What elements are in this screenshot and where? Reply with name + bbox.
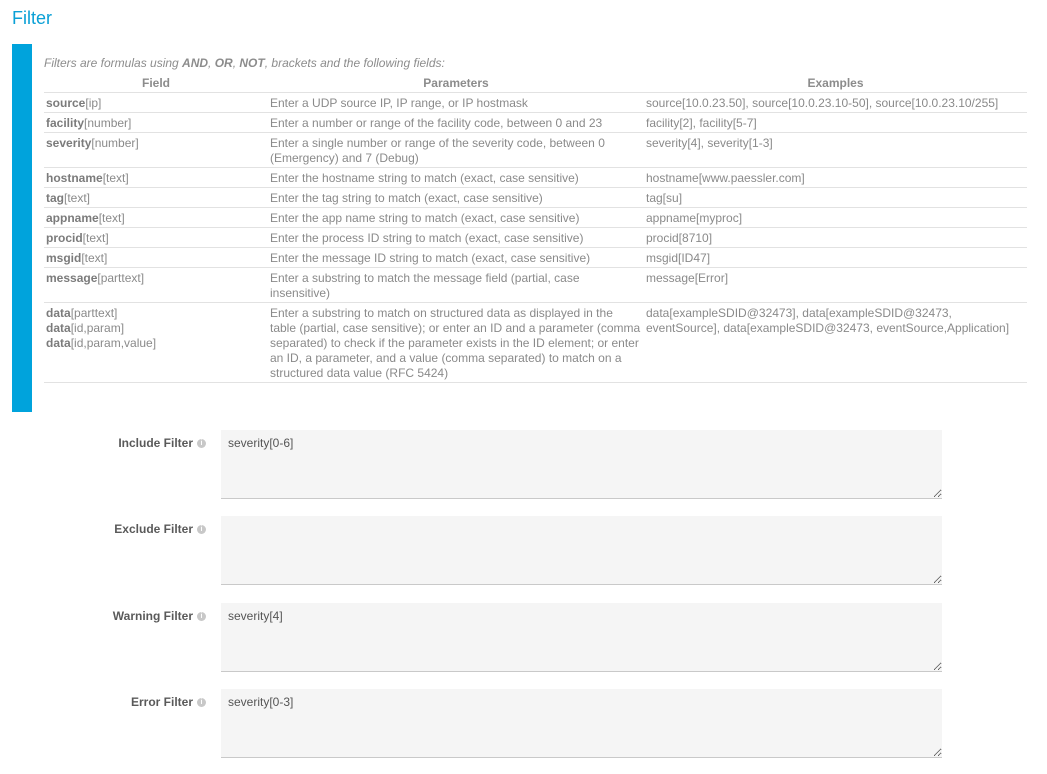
field-cell bbox=[44, 188, 268, 208]
field-cell bbox=[44, 228, 268, 248]
field-cell bbox=[44, 268, 268, 303]
info-icon[interactable]: i bbox=[197, 525, 206, 534]
table-row bbox=[44, 228, 1027, 248]
info-icon[interactable]: i bbox=[197, 612, 206, 621]
field-arg: [text] bbox=[64, 191, 91, 205]
keyword-or: OR bbox=[214, 56, 233, 70]
help-content bbox=[44, 56, 1027, 383]
filter-fields-table bbox=[44, 76, 1027, 383]
warning-filter-label bbox=[60, 609, 206, 623]
field-name: source bbox=[46, 96, 86, 110]
field-cell bbox=[44, 208, 268, 228]
keyword-not: NOT bbox=[239, 56, 265, 70]
params-cell: Enter a substring to match on structured data as displayed in the table (partial, case sensitive); or enter an ID and a parameter (comma separated) to check if the parameter exists in the ID element; or enter an ID, a parameter, and a value (comma separated) to match on a structured data value (RFC 5424) bbox=[268, 303, 644, 383]
field-name: severity bbox=[46, 136, 92, 150]
field-variant bbox=[46, 321, 266, 336]
field-variant bbox=[46, 306, 266, 321]
params-cell: Enter the app name string to match (exact, case sensitive) bbox=[268, 208, 644, 228]
examples-cell: hostname[www.paessler.com] bbox=[644, 168, 1027, 188]
table-row bbox=[44, 208, 1027, 228]
examples-cell: severity[4], severity[1-3] bbox=[644, 133, 1027, 168]
examples-cell: source[10.0.23.50], source[10.0.23.10-50], source[10.0.23.10/255] bbox=[644, 93, 1027, 113]
table-header-row bbox=[44, 76, 1027, 93]
column-header-parameters: Parameters bbox=[268, 76, 644, 93]
field-name: data bbox=[46, 321, 71, 335]
table-row bbox=[44, 188, 1027, 208]
column-header-examples: Examples bbox=[644, 76, 1027, 93]
info-icon[interactable]: i bbox=[197, 439, 206, 448]
intro-text: Filters are formulas using bbox=[44, 56, 183, 70]
field-cell bbox=[44, 93, 268, 113]
params-cell: Enter a UDP source IP, IP range, or IP hostmask bbox=[268, 93, 644, 113]
filter-help-box bbox=[12, 44, 1030, 412]
warning-filter-input[interactable] bbox=[221, 603, 942, 672]
field-arg: [id,param,value] bbox=[70, 336, 157, 350]
params-cell: Enter a single number or range of the severity code, between 0 (Emergency) and 7 (Debug) bbox=[268, 133, 644, 168]
field-name: tag bbox=[46, 191, 64, 205]
keyword-and: AND bbox=[182, 56, 209, 70]
section-title: Filter bbox=[12, 8, 52, 28]
column-header-field: Field bbox=[44, 76, 268, 93]
intro-separator: , bbox=[232, 56, 240, 70]
include-filter-input[interactable] bbox=[221, 430, 942, 499]
field-name: msgid bbox=[46, 251, 82, 265]
examples-cell: msgid[ID47] bbox=[644, 248, 1027, 268]
table-row bbox=[44, 113, 1027, 133]
field-name: procid bbox=[46, 231, 83, 245]
exclude-filter-input[interactable] bbox=[221, 516, 942, 585]
params-cell: Enter the message ID string to match (exact, case sensitive) bbox=[268, 248, 644, 268]
exclude-filter-label-text: Exclude Filter bbox=[114, 522, 193, 536]
field-name: hostname bbox=[46, 171, 103, 185]
include-filter-label bbox=[60, 436, 206, 450]
params-cell: Enter a number or range of the facility code, between 0 and 23 bbox=[268, 113, 644, 133]
table-row bbox=[44, 168, 1027, 188]
include-filter-label-text: Include Filter bbox=[118, 436, 193, 450]
examples-cell: procid[8710] bbox=[644, 228, 1027, 248]
field-arg: [id,param] bbox=[70, 321, 125, 335]
field-name: facility bbox=[46, 116, 85, 130]
field-cell bbox=[44, 113, 268, 133]
field-name: data bbox=[46, 306, 71, 320]
params-cell: Enter the hostname string to match (exact, case sensitive) bbox=[268, 168, 644, 188]
field-arg: [text] bbox=[81, 251, 108, 265]
field-cell bbox=[44, 248, 268, 268]
table-row bbox=[44, 93, 1027, 113]
field-cell bbox=[44, 133, 268, 168]
examples-cell: message[Error] bbox=[644, 268, 1027, 303]
table-row bbox=[44, 303, 1027, 383]
field-name: data bbox=[46, 336, 71, 350]
field-variant bbox=[46, 336, 266, 351]
field-arg: [parttext] bbox=[70, 306, 118, 320]
field-name: message bbox=[46, 271, 98, 285]
exclude-filter-label bbox=[60, 522, 206, 536]
field-name: appname bbox=[46, 211, 99, 225]
field-arg: [text] bbox=[82, 231, 109, 245]
help-accent-bar bbox=[12, 44, 32, 412]
error-filter-label bbox=[60, 695, 206, 709]
examples-cell: appname[myproc] bbox=[644, 208, 1027, 228]
table-row bbox=[44, 248, 1027, 268]
error-filter-label-text: Error Filter bbox=[130, 695, 193, 709]
intro-text-end: , brackets and the following fields: bbox=[264, 56, 445, 70]
warning-filter-label-text: Warning Filter bbox=[112, 609, 193, 623]
intro-separator: , bbox=[208, 56, 215, 70]
help-intro bbox=[44, 56, 1027, 70]
examples-cell: facility[2], facility[5-7] bbox=[644, 113, 1027, 133]
params-cell: Enter the process ID string to match (exact, case sensitive) bbox=[268, 228, 644, 248]
field-arg: [number] bbox=[91, 136, 139, 150]
error-filter-input[interactable] bbox=[221, 689, 942, 758]
field-arg: [text] bbox=[102, 171, 129, 185]
field-arg: [parttext] bbox=[97, 271, 145, 285]
params-cell: Enter the tag string to match (exact, case sensitive) bbox=[268, 188, 644, 208]
table-row bbox=[44, 268, 1027, 303]
field-cell bbox=[44, 168, 268, 188]
field-cell bbox=[44, 303, 268, 383]
params-cell: Enter a substring to match the message field (partial, case insensitive) bbox=[268, 268, 644, 303]
info-icon[interactable]: i bbox=[197, 698, 206, 707]
field-arg: [number] bbox=[84, 116, 132, 130]
examples-cell: data[exampleSDID@32473], data[exampleSDID@32473, eventSource], data[exampleSDID@32473, eventSource,Application] bbox=[644, 303, 1027, 383]
table-row bbox=[44, 133, 1027, 168]
field-arg: [text] bbox=[98, 211, 125, 225]
field-arg: [ip] bbox=[85, 96, 102, 110]
examples-cell: tag[su] bbox=[644, 188, 1027, 208]
